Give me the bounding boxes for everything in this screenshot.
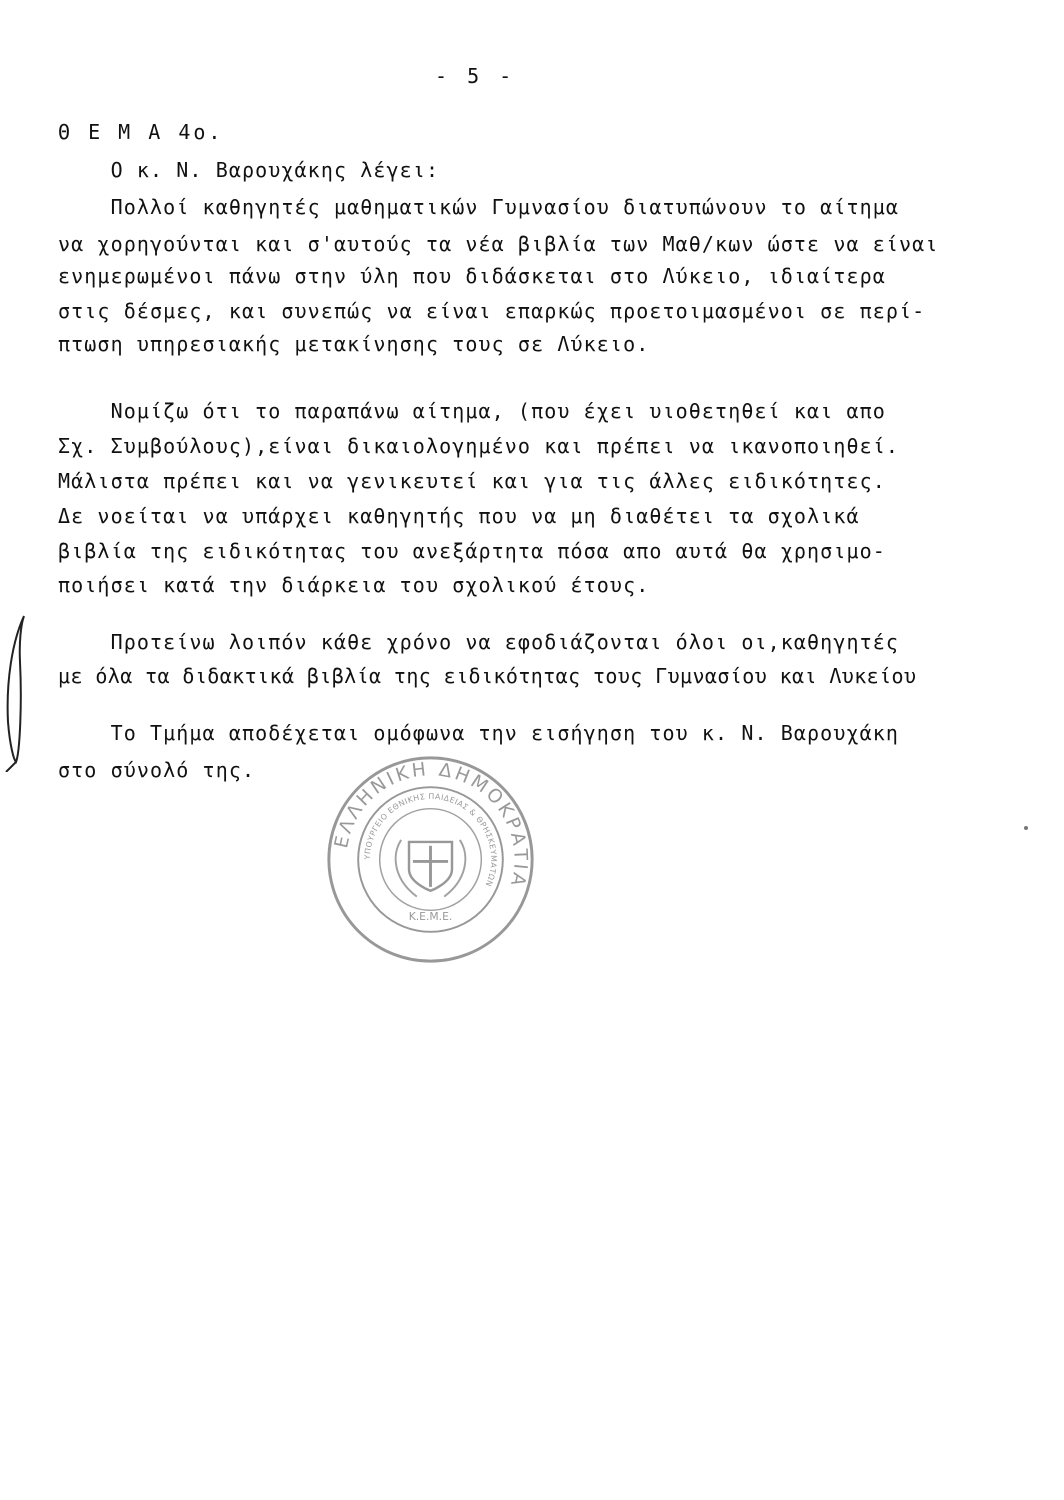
paragraph-line: Το Τμήμα αποδέχεται ομόφωνα την εισήγηση του κ. Ν. Βαρουχάκη (58, 721, 900, 745)
paragraph-line: Μάλιστα πρέπει και να γενικευτεί και για τις άλλες ειδικότητες. (58, 469, 886, 493)
page-number: - 5 - (435, 64, 516, 88)
stamp-outer-text: ΕΛΛΗΝΙΚΗ ΔΗΜΟΚΡΑΤΙΑ (331, 759, 531, 891)
paragraph-line: Προτείνω λοιπόν κάθε χρόνο να εφοδιάζονται όλοι οι,καθηγητές (58, 630, 900, 654)
scan-speck (1024, 826, 1028, 830)
paragraph-line: Δε νοείται να υπάρχει καθηγητής που να μη διαθέτει τα σχολικά (58, 504, 860, 528)
paragraph-line: στο σύνολό της. (58, 758, 256, 782)
paragraph-line: με όλα τα διδακτικά βιβλία της ειδικότητας τους Γυμνασίου και Λυκείου (58, 664, 917, 688)
paragraph-line: Πολλοί καθηγητές μαθηματικών Γυμνασίου διατυπώνουν το αίτημα (58, 195, 900, 219)
paragraph-line: Ο κ. Ν. Βαρουχάκης λέγει: (58, 158, 440, 182)
stamp-inner-text: ΥΠΟΥΡΓΕΙΟ ΕΘΝΙΚΗΣ ΠΑΙΔΕΙΑΣ & ΘΡΗΣΚΕΥΜΑΤΩΝ (362, 791, 499, 889)
stamp-bottom-text: Κ.Ε.Μ.Ε. (408, 910, 453, 924)
coat-of-arms-icon (396, 840, 466, 897)
paragraph-line: Σχ. Συμβούλους),είναι δικαιολογημένο και πρέπει να ικανοποιηθεί. (58, 434, 900, 458)
paragraph-line: στις δέσμες, και συνεπώς να είναι επαρκώς προετοιμασμένοι σε περί- (58, 299, 926, 323)
topic-heading: Θ Ε Μ Α 4ο. (58, 120, 224, 144)
paragraph-line: Νομίζω ότι το παραπάνω αίτημα, (που έχει υιοθετηθεί και απο (58, 399, 886, 423)
official-stamp (323, 752, 538, 967)
paragraph-line: βιβλία της ειδικότητας του ανεξάρτητα πόσα απο αυτά θα χρησιμο- (58, 539, 886, 563)
paragraph-line: ποιήσει κατά την διάρκεια του σχολικού έτους. (58, 573, 650, 597)
handwritten-margin-mark (2, 612, 42, 772)
paragraph-line: να χορηγούνται και σ'αυτούς τα νέα βιβλία των Μαθ/κων ώστε να είναι (58, 232, 939, 256)
paragraph-line: πτωση υπηρεσιακής μετακίνησης τους σε Λύκειο. (58, 332, 650, 356)
paragraph-line: ενημερωμένοι πάνω στην ύλη που διδάσκεται στο Λύκειο, ιδιαίτερα (58, 264, 886, 288)
